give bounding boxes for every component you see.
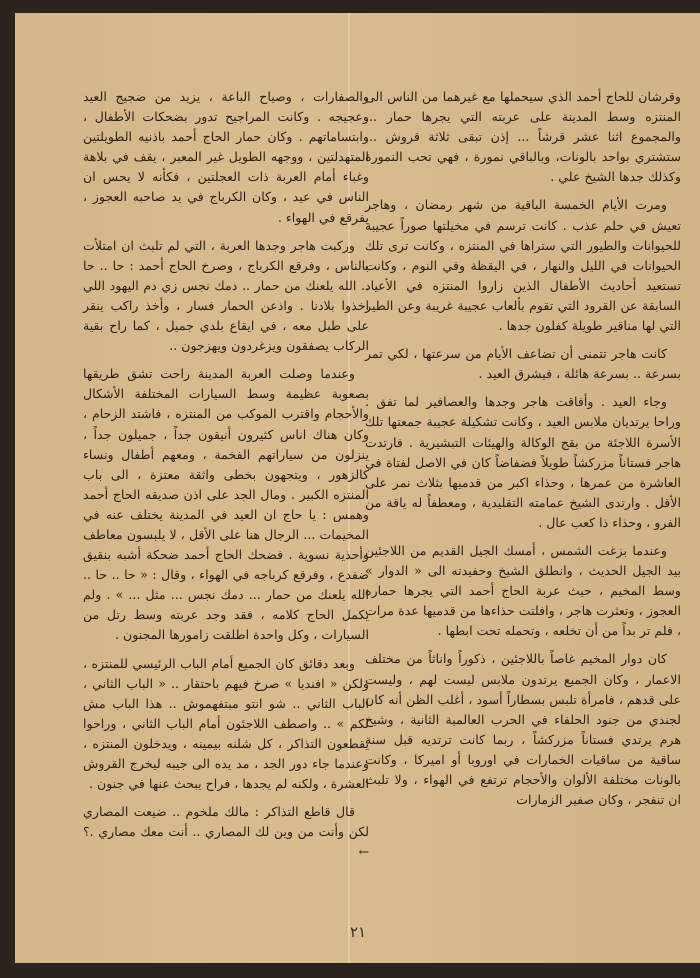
- paragraph: وركبت هاجر وجدها العربة ، التي لم تلبث ان امتلأت بالناس ، وفرقع الكرباج ، وصرخ الحاج أحمد : حا .. حا .. الله يلعنك من حمار .. دمك نجس زي دم اليهود اللي اخذوا بلادنا . واذعن الحمار فسار ، وأخذ راكب ينقر على طبل معه ، في ايقاع بلدي جميل ، كما راح بقية الركاب يصفقون ويزغردون ويهزجون ..: [83, 237, 369, 354]
- paragraph: وجاء العيد . وأفاقت هاجر وجدها والعصافير لما تفق . وراحا يرتديان ملابس العيد ، وكانت تشكيلة عجيبة جمعتها تلك الأسرة اللاجئة من بقج الوكالة والهيئات التبشيرية . فارتدت هاجر فستاناً مزركشاً طويلاً فضفاضاً كان في الاصل لفتاة في العاشرة من عمرها ، وحذاء اكبر من قدميها بثلاث نمر على الأقل . وارتدى الشيخ عمامته التقليدية ، ومعطفاً له ياقة من الفرو ، وحذاء ذا كعب عال .: [365, 394, 681, 530]
- paragraph: والصفارات ، وصياح الباعة ، يزيد من ضجيج العيد وعجيجه . وكانت المراجيح تدور بضحكات الأطفال ، وابتساماتهم . وكان حمار الحاج أحمد باذنيه الطويلتين المتهدلتين ، ووجهه الطويل غير المعبر ، يقف في بلاهة وغباء أمام العربة ذات العجلتين ، فكأنه لا يحس ان الناس في عيد ، وكان الكرباج في يد صاحبه العجوز ، يفرقع في الهواء .: [83, 89, 369, 225]
- right-text-column: [365, 87, 681, 818]
- paragraph: كان دوار المخيم غاصاً باللاجئين ، ذكوراً واناثاً من مختلف الاعمار ، وكان الجميع يرتدون ملابس ليست لهم ، وليست على قدهم ، فامرأة تلبس بسطاراً أسود ، أغلب الظن أنه كان لجندي من جنود الحلفاء في الحرب العالمية الثانية ، وشيخ هرم يرتدي فستاناً مزركشاً ، ربما كانت ترتديه قبل سنة ساقية من ساقيات الخمارات في اوروبا أو اميركا ، وكانت بالونات مختلفة الألوان والأحجام ترتفع في الهواء ، ولا تلبث ان تنفجر ، وكان صفير الزمارات: [365, 651, 681, 808]
- paragraph: كانت هاجر تتمنى أن تضاعف الأيام من سرعتها ، لكي تمر بسرعة .. بسرعة هائلة ، فيشرق العيد .: [365, 346, 681, 382]
- magazine-page: [15, 13, 700, 963]
- paragraph: وعندما بزغت الشمس ، أمسك الجيل القديم من اللاجئين بيد الجيل الحديث ، وانطلق الشيخ وحفيدته الى « الدوار » وسط المخيم ، حيث عربة الحاج أحمد التي يجرها حماره العجوز ، وتعثرت هاجر ، وافلتت حذاءها من قدميها عدة مرات ، فلم تر بداً من أن تخلعه ، وتحمله تحت ابطها .: [365, 542, 681, 639]
- paragraph: قال قاطع التذاكر : مالك ملخوم .. ضيعت المصاري لكن وأنت من وين لك المصاري .. أنت معك مصاري .؟ ←: [83, 804, 369, 860]
- paragraph: وقرشان للحاج أحمد الذي سيحملها مع غيرهما من الناس الى المنتزه وسط المدينة على عربته التي يجرها حمار ... والمجموع اثنا عشر قرشاً ... إذن تبقى ثلاثة قروش ... ستشتري بواحد بالونات، وبالباقي نمورة ، فهي تحب النمورة وكذلك جدها الشيخ علي .: [365, 89, 681, 185]
- paragraph: وبعد دقائق كان الجميع أمام الباب الرئيسي للمنتزه ، ولكن « افنديا » صرخ فيهم باحتقار .. « الباب الثاني ، الباب الثاني .. شو انتو مبتفهموش .. هذا الباب مش لكم » .. واصطف اللاجئون أمام الباب الثاني ، وراحوا يقطعون التذاكر ، كل شلنه بيمينه ، ويدخلون المنتزه ، وعندما جاء دور الجد ، مد يده الى جيبه ليخرج القروش العشرة ، ولكنه لم يجدها ، فراح يبحث عنها في جنون .: [83, 655, 369, 792]
- paragraph: وعندما وصلت العربة المدينة راحت تشق طريقها بصعوبة عظيمة وسط السيارات المختلفة الأشكال والأحجام واقترب الموكب من المنتزه ، فاشتد الزحام ، وكان هناك اناس كثيرون أنيقون جداً ، جميلون جداً ، ينزلون من سياراتهم الفخمة ، ومعهم أطفال ونساء كالزهور ، ويتجهون بخطى واثقة معتزة ، الى باب المنتزه الكبير . ومال الجد على اذن صديقه الحاج أحمد وهمس : يا حاج ان العيد في المدينة يختلف عنه في المخيمات ... الرجال هنا على الأقل ، لا يلبسون معاطف وأحذية نسوية . فضحك الحاج أحمد ضحكة أشبه بنقيق ضفدع ، وفرقع كرباجه في الهواء ، وقال : « حا .. حا .. الله يلعنك من حمار ... دمك نجس ... مثل ... » . ولم يكمل الحاج كلامه ، فقد وجد عربته وسط رتل من السيارات ، وكل واحدة اطلقت زامورها المجنون .: [83, 366, 369, 643]
- paragraph: ومرت الأيام الخمسة الباقية من شهر رمضان ، وهاجر تعيش في حلم عذب . كانت ترسم في مخيلتها صوراً عجيبة للحيوانات والطيور التي ستراها في المنتزه ، وكانت ترى تلك الحيوانات في الليل والنهار ، في اليقظة وفي النوم ، وكانت تستعيد أحاديث الأطفال الذين زاروا المنتزه في الأعياد السابقة عن القرود التي تقوم بألعاب عجيبة غريبة وعن الطير التي لها مناقير طويلة كفلون جدها .: [365, 197, 681, 334]
- left-text-column: [83, 87, 369, 870]
- page-number: ٢١: [350, 923, 367, 941]
